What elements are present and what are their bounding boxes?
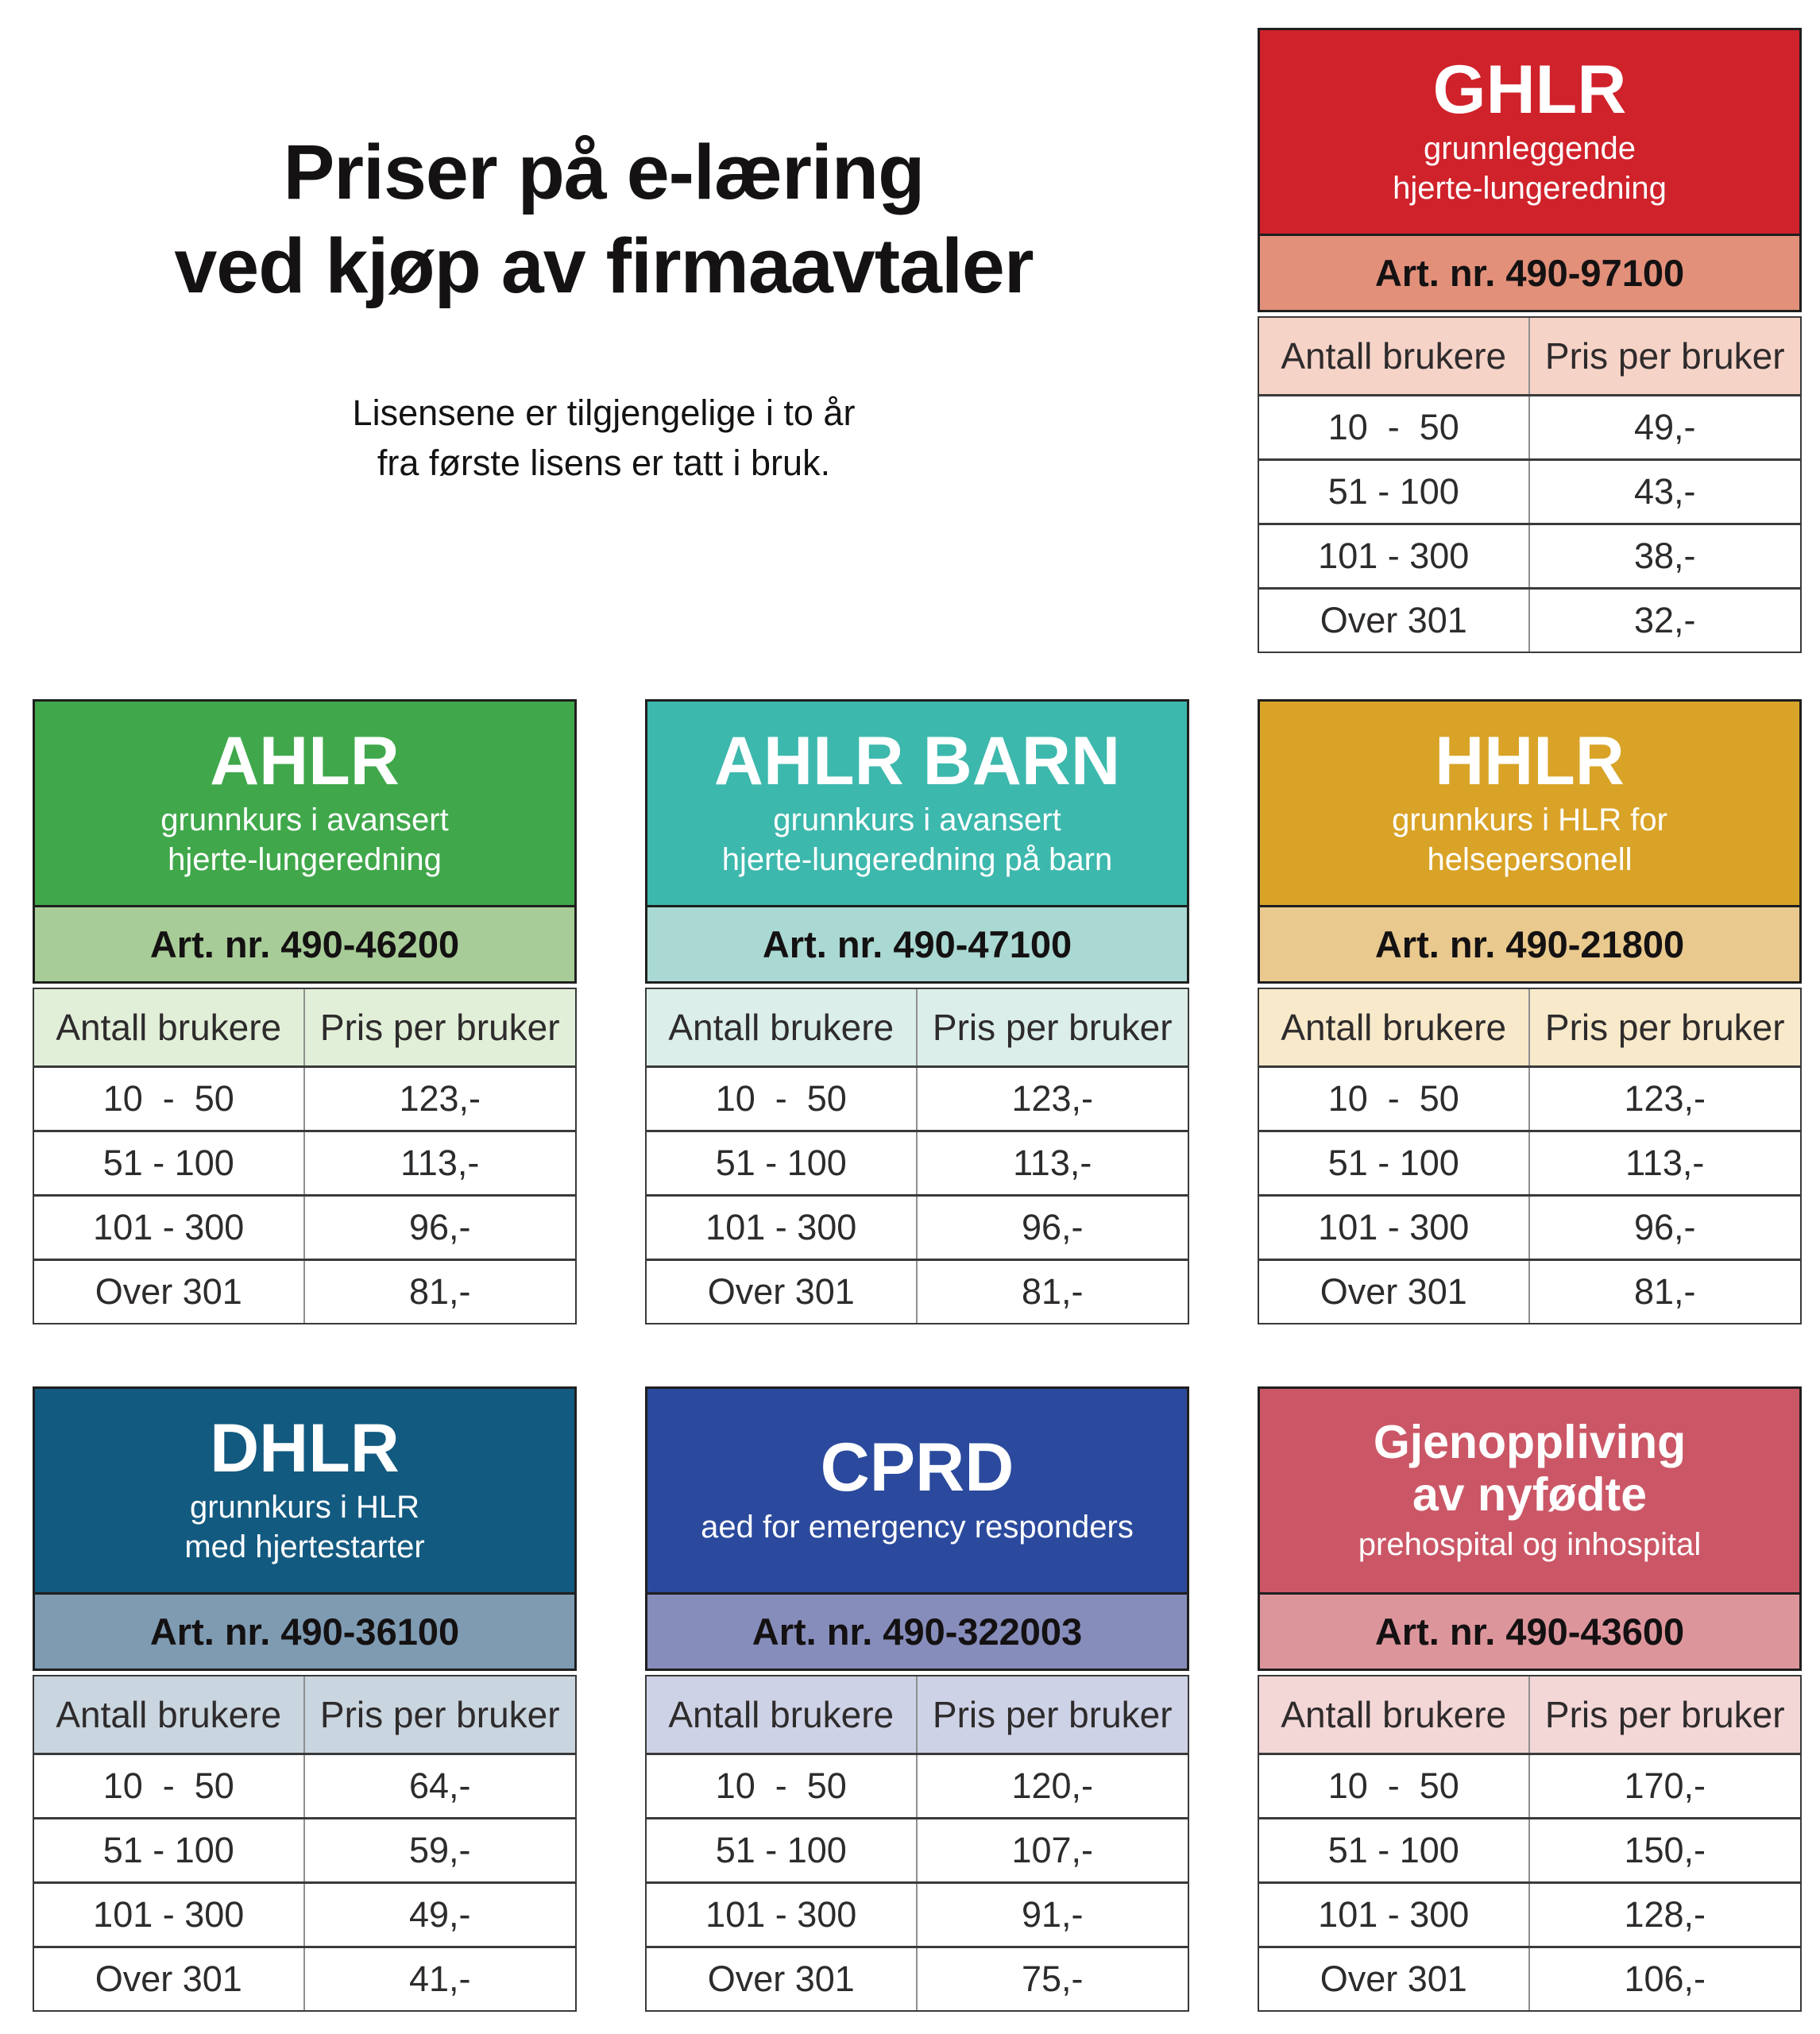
cell-users: Over 301 [34, 1261, 305, 1323]
table-row [1259, 1946, 1800, 2010]
cell-price: 96,- [1633, 1207, 1696, 1247]
card-title-line: HHLR [1435, 722, 1625, 799]
cell-users: 101 - 300 [647, 1197, 918, 1259]
card-title-line: CPRD [820, 1429, 1014, 1506]
card-header [645, 699, 1189, 907]
cell-price: 113,- [1013, 1143, 1092, 1183]
cell-price: 59,- [408, 1830, 471, 1870]
page-subtitle [0, 388, 1208, 488]
card-title [1432, 51, 1627, 128]
cell-users: 10 - 50 [34, 1068, 305, 1130]
cell-users: 51 - 100 [34, 1132, 305, 1194]
card-subtitle-line: grunnkurs i avansert [160, 802, 449, 838]
cell-price: 113,- [400, 1143, 480, 1183]
card-subtitle-line: prehospital og inhospital [1358, 1527, 1702, 1563]
cell-users: Over 301 [34, 1948, 305, 2010]
table-row [1259, 458, 1800, 523]
cell-users: 10 - 50 [1259, 396, 1530, 458]
card-subtitle-line: hjerte-lungeredning på barn [721, 841, 1113, 877]
cell-price: 81,- [1021, 1271, 1084, 1312]
article-number: Art. nr. 490-46200 [33, 907, 577, 984]
cell-price: 49,- [408, 1894, 471, 1935]
article-number: Art. nr. 490-43600 [1258, 1595, 1802, 1671]
card-subtitle [1393, 130, 1667, 208]
column-header-price: Pris per bruker [918, 989, 1188, 1065]
table-row [647, 1130, 1188, 1194]
price-table [1258, 316, 1802, 653]
column-header-price: Pris per bruker [1530, 1676, 1801, 1753]
card-subtitle [722, 801, 1112, 880]
cell-users: 51 - 100 [34, 1819, 305, 1881]
card-header [33, 699, 577, 907]
column-header-users: Antall brukere [1259, 989, 1530, 1065]
article-number: Art. nr. 490-36100 [33, 1595, 577, 1671]
card-subtitle-line: hjerte-lungeredning [168, 841, 442, 877]
cell-users: Over 301 [1259, 590, 1530, 652]
card-title-line: AHLR BARN [713, 722, 1121, 799]
card-subtitle-line: med hjertestarter [184, 1529, 425, 1564]
cell-price: 32,- [1633, 600, 1696, 640]
column-header-price: Pris per bruker [305, 989, 576, 1065]
card-subtitle-line: grunnkurs i HLR [189, 1490, 419, 1526]
cell-price: 75,- [1021, 1959, 1084, 1999]
table-row [1259, 1065, 1800, 1130]
table-row [1259, 1753, 1800, 1817]
card-title [713, 722, 1121, 799]
cell-price: 123,- [1624, 1078, 1706, 1119]
cell-price: 96,- [408, 1207, 471, 1247]
cell-users: 101 - 300 [1259, 525, 1530, 587]
page-title [0, 126, 1208, 314]
table-row [34, 1259, 575, 1323]
table-row [34, 1881, 575, 1946]
card-header [33, 1386, 577, 1595]
cell-price: 150,- [1624, 1830, 1706, 1870]
page-subtitle-line-2: fra første lisens er tatt i bruk. [377, 443, 831, 483]
column-header-users: Antall brukere [34, 1676, 305, 1753]
cell-price: 43,- [1633, 471, 1696, 512]
price-table [1258, 1675, 1802, 2012]
table-row [647, 1946, 1188, 2010]
table-row [34, 1946, 575, 2010]
column-header-price: Pris per bruker [1530, 318, 1801, 394]
cell-users: 10 - 50 [1259, 1755, 1530, 1817]
card-title-line: GHLR [1432, 51, 1627, 128]
cell-users: Over 301 [1259, 1261, 1530, 1323]
card-title [820, 1429, 1014, 1506]
cell-price: 81,- [408, 1271, 471, 1312]
column-header-users: Antall brukere [1259, 1676, 1530, 1753]
cell-users: 101 - 300 [1259, 1197, 1530, 1259]
table-header-row [34, 989, 575, 1065]
cell-price: 107,- [1011, 1830, 1094, 1870]
table-row [34, 1065, 575, 1130]
article-number: Art. nr. 490-47100 [645, 907, 1189, 984]
card-subtitle [1392, 801, 1667, 880]
column-header-users: Antall brukere [1259, 318, 1530, 394]
cell-price: 106,- [1624, 1959, 1706, 1999]
cell-price: 123,- [1011, 1078, 1094, 1119]
cell-users: Over 301 [647, 1948, 918, 2010]
card-subtitle-line: grunnleggende [1424, 131, 1636, 167]
table-row [1259, 523, 1800, 587]
cell-users: 10 - 50 [34, 1755, 305, 1817]
cell-users: Over 301 [1259, 1948, 1530, 2010]
price-table [1258, 988, 1802, 1324]
card-ahlr [33, 699, 577, 1324]
cell-price: 41,- [408, 1959, 471, 1999]
card-subtitle-line: helsepersonell [1427, 841, 1633, 877]
table-row [1259, 587, 1800, 652]
card-cprd [645, 1386, 1189, 2012]
table-header-row [647, 1676, 1188, 1753]
card-gjenoppliving-av-nyfodte [1258, 1386, 1802, 2012]
table-header-row [1259, 318, 1800, 394]
cell-price: 96,- [1021, 1207, 1084, 1247]
price-table [33, 988, 577, 1324]
table-row [1259, 1817, 1800, 1881]
card-ahlr-barn [645, 699, 1189, 1324]
cell-users: 51 - 100 [1259, 461, 1530, 523]
price-table [33, 1675, 577, 2012]
card-header [1258, 1386, 1802, 1595]
card-title [210, 1409, 400, 1487]
table-header-row [34, 1676, 575, 1753]
page-subtitle-line-1: Lisensene er tilgjengelige i to år [352, 392, 856, 433]
card-title [1374, 1416, 1686, 1521]
card-header [645, 1386, 1189, 1595]
card-hhlr [1258, 699, 1802, 1324]
cell-users: 51 - 100 [1259, 1819, 1530, 1881]
article-number: Art. nr. 490-322003 [645, 1595, 1189, 1671]
card-title [210, 722, 400, 799]
card-header [1258, 699, 1802, 907]
card-header [1258, 28, 1802, 236]
table-header-row [1259, 989, 1800, 1065]
table-row [647, 1817, 1188, 1881]
card-ghlr [1258, 28, 1802, 653]
column-header-price: Pris per bruker [305, 1676, 576, 1753]
table-row [1259, 394, 1800, 458]
table-header-row [1259, 1676, 1800, 1753]
cell-price: 120,- [1011, 1765, 1094, 1806]
card-title-line: DHLR [210, 1409, 400, 1487]
table-row [1259, 1259, 1800, 1323]
cell-users: 10 - 50 [647, 1068, 918, 1130]
table-row [1259, 1130, 1800, 1194]
cell-price: 128,- [1624, 1894, 1706, 1935]
cell-price: 49,- [1633, 407, 1696, 447]
table-row [34, 1194, 575, 1259]
price-table [645, 988, 1189, 1324]
cell-users: 51 - 100 [1259, 1132, 1530, 1194]
cell-users: 101 - 300 [647, 1884, 918, 1946]
table-row [1259, 1881, 1800, 1946]
cell-users: 101 - 300 [34, 1197, 305, 1259]
column-header-users: Antall brukere [647, 989, 918, 1065]
cell-price: 113,- [1625, 1143, 1705, 1183]
column-header-price: Pris per bruker [1530, 989, 1801, 1065]
card-title-line: av nyfødte [1412, 1468, 1648, 1522]
article-number: Art. nr. 490-21800 [1258, 907, 1802, 984]
cell-price: 38,- [1633, 536, 1696, 576]
card-subtitle [184, 1488, 424, 1567]
card-subtitle [160, 801, 448, 880]
card-subtitle-line: aed for emergency responders [701, 1510, 1134, 1545]
table-header-row [647, 989, 1188, 1065]
cell-price: 81,- [1633, 1271, 1696, 1312]
cell-users: 101 - 300 [1259, 1884, 1530, 1946]
column-header-price: Pris per bruker [918, 1676, 1188, 1753]
card-title-line: Gjenoppliving [1373, 1416, 1687, 1469]
table-row [647, 1259, 1188, 1323]
cell-price: 64,- [408, 1765, 471, 1806]
table-row [647, 1753, 1188, 1817]
price-table [645, 1675, 1189, 2012]
table-row [1259, 1194, 1800, 1259]
card-title [1435, 722, 1625, 799]
cell-users: 51 - 100 [647, 1819, 918, 1881]
card-subtitle [701, 1508, 1134, 1548]
cell-users: 10 - 50 [1259, 1068, 1530, 1130]
cell-price: 91,- [1021, 1894, 1084, 1935]
table-row [647, 1881, 1188, 1946]
table-row [34, 1817, 575, 1881]
cell-price: 170,- [1624, 1765, 1706, 1806]
page-title-line-1: Priser på e-læring [283, 129, 925, 215]
cell-users: 51 - 100 [647, 1132, 918, 1194]
table-row [34, 1130, 575, 1194]
card-subtitle-line: grunnkurs i avansert [773, 802, 1061, 838]
table-row [647, 1065, 1188, 1130]
table-row [647, 1194, 1188, 1259]
article-number: Art. nr. 490-97100 [1258, 236, 1802, 312]
cell-price: 123,- [399, 1078, 481, 1119]
card-subtitle [1358, 1526, 1701, 1565]
card-title-line: AHLR [210, 722, 400, 799]
cell-users: 101 - 300 [34, 1884, 305, 1946]
column-header-users: Antall brukere [34, 989, 305, 1065]
table-row [34, 1753, 575, 1817]
card-dhlr [33, 1386, 577, 2012]
card-subtitle-line: hjerte-lungeredning [1393, 170, 1667, 206]
card-subtitle-line: grunnkurs i HLR for [1392, 802, 1667, 838]
page-title-line-2: ved kjøp av firmaavtaler [174, 222, 1034, 310]
cell-users: Over 301 [647, 1261, 918, 1323]
cell-users: 10 - 50 [647, 1755, 918, 1817]
column-header-users: Antall brukere [647, 1676, 918, 1753]
